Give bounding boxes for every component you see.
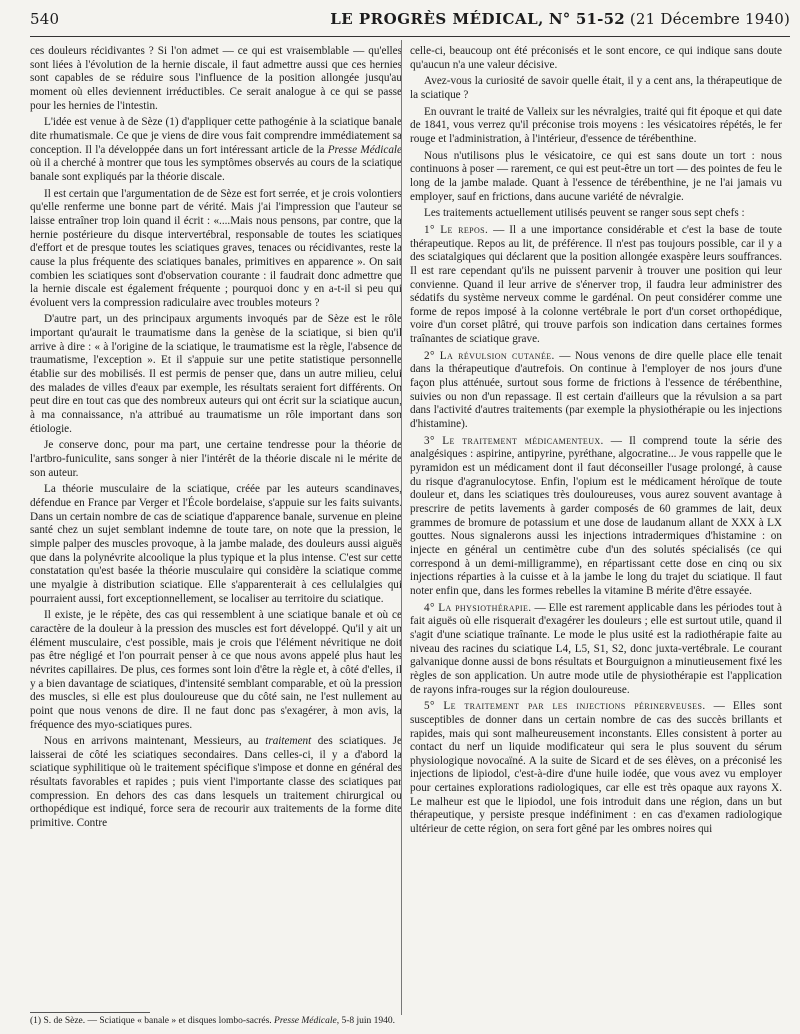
section-heading: 1° Le repos. [424,223,489,236]
issue-date: (21 Décembre 1940) [629,10,790,28]
footnote-journal: Presse Médicale [274,1016,337,1026]
paragraph: En ouvrant le traité de Valleix sur les névralgies, traité qui fit époque et qui date de 1841, vous verrez qu'il préconise trois moyens : les vésicatoires répétés, le fer rouge et l'administration, à l'intérieur, d'essence de térébenthine. [410,105,782,145]
page-number: 540 [30,10,60,28]
paragraph: L'idée est venue à de Sèze (1) d'appliquer cette pathogénie à la sciatique banale dite rhumatismale. Ce que je viens de dire vous fait comprendre immédiatement sa conception. Il l'a développée dans un fort intéressant article de la Presse Médicale où il a cherché à montrer que tous les symptômes observés au cours de la sciatique banale sont expliqués par la théorie discale. [30,116,402,183]
right-column [410,45,782,840]
footnote-rule [30,1012,150,1013]
paragraph: Avez-vous la curiosité de savoir quelle était, il y a cent ans, la thérapeutique de la sciatique ? [410,75,782,101]
paragraph: Il est certain que l'argumentation de de Sèze est fort serrée, et je crois volontiers qu'elle renferme une bonne part de vérité. Mais j'ai l'impression que l'auteur se laisse entraîner trop loin quand il écrit : «....Mais nous pensons, par contre, que la hernie postérieure du disque intervertébral, responsable de toutes les sciatiques d'effort et de presque toutes les sciatiques graves, tenaces ou récidivantes, reste la cause la plus fréquente des sciatiques banales, primitives en apparence ». On sait combien les sciatiques sont d'observation courante : il faudrait donc admettre que la hernie discale est également fréquente ; pourquoi donc y en a-t-il si peu qui évoluent vers la compression radiculaire avec troubles moteurs ? [30,187,402,309]
header-rule [30,36,790,37]
section-heading: 5° Le traitement par les injections périnerveuses. [424,700,706,713]
paragraph: Nous n'utilisons plus le vésicatoire, ce qui est sans doute un tort : nous continuons à poser — rarement, ce qui est peut-être un tort — des pointes de feu le long de la jambe malade. Quant à l'essence de térébenthine, je ne l'ai jamais vu employer, sauf en frictions, dans aucune variété de névralgie. [410,149,782,203]
section-heading: 3° Le traitement médicamenteux. [424,434,604,447]
section-injections: 5° Le traitement par les injections périnerveuses. — Elles sont susceptibles de donner dans un certain nombre de cas des succès brillants et rapides, mais qui sont malheureusement inconstants. Elles consistent à porter au contact du nerf un liquide modificateur qui sera le plus souvent du sérum physiologique novocaïné. A la suite de Sicard et de ses élèves, on a préconisé les injections de lipiodol, c'est-à-dire d'une huile iodée, que vous avez vu employer pour certaines explorations radiologiques, car elle est très opaque aux rayons X. Le malheur est que le lipiodol, une fois introduit dans une région, dans un but thérapeutique, y persiste presque indéfiniment : en cas d'examen radiologique ultérieur de cette région, on sera fort gêné par les ombres noires qui [410,700,782,836]
journal-title: LE PROGRÈS MÉDICAL, [330,10,544,28]
section-physiotherapie: 4° La physiothérapie. — Elle est rarement applicable dans les périodes tout à fait aiguës où elle risquerait d'exagérer les douleurs ; elle est surtout utile, quand il s'agit d'une sciatique traînante. Le mode le plus usité est la radiothérapie faite au niveau des racines du sciatique L4, L5, S1, S2, donc juxta-vertébrale. Le courant galvanique donne aussi de bons résultats et Bourguignon a minutieusement fixé les règles de son application. Un autre mode utile de physiothérapie est l'application de rayons infra-rouges sur la région douloureuse. [410,601,782,696]
issue-number: N° 51-52 [548,10,625,28]
section-heading: 2° La révulsion cutanée. [424,349,555,362]
paragraph: Je conserve donc, pour ma part, une certaine tendresse pour la théorie de l'artbro-funiculite, sans songer à nier l'intérêt de la théorie discale ni le mérite de son auteur. [30,439,402,479]
page-header [30,10,790,32]
section-revulsion: 2° La révulsion cutanée. — Nous venons de dire quelle place elle tenait dans la thérapeutique d'autrefois. On continue à l'employer de nos jours d'une façon plus atténuée, surtout sous forme de frictions à l'essence de térébenthine, suivies ou non d'un repassage. Il est certain d'ailleurs que la révulsion a sa part dans l'activité d'autres traitements (par exemple la physiothérapie ou les injections d'histamine). [410,349,782,431]
paragraph: Nous en arrivons maintenant, Messieurs, au traitement des sciatiques. Je laisserai de côté les sciatiques secondaires. Dans celles-ci, il y a d'abord la sciatique syphilitique où le traitement spécifique s'impose et donne en général des résultats favorables et rapides ; puis vient l'importante classe des sciatiques par compression. En dehors des cas dans lesquels un traitement chirurgical ou orthopédique est indiqué, force sera de recourir aux traitements de la forme dite primitive. Contre [30,735,402,830]
section-medicamenteux: 3° Le traitement médicamenteux. — Il comprend toute la série des analgésiques : aspirine, antipyrine, pyréthane, algocratine... Je vous rappelle que le pyramidon est un médicament dont il faut déconseiller l'usage prolongé, à cause du risque d'agranulocytose. Enfin, l'opium est le médicament héroïque de toute douleur et, dans les sciatiques très douloureuses, vous aurez souvent avantage à prescrire de petits lavements à garder composés de 60 grammes de lait, deux grammes de bromure de potassium et une dose de laudanum allant de XXX à LX gouttes. Nous signalerons aussi les injections intradermiques d'histamine : on injecte en général un centimètre cube d'un des solutés spécialisés (ce qui correspond à un demi-milligramme), en répartissant cette dose en cinq ou six injections réparties à la cuisse et à la jambe le long du trajet du sciatique. Il faut noter enfin que, dans les formes rebelles la vitamine B mérite d'être essayée. [410,434,783,597]
paragraph: ces douleurs récidivantes ? Si l'on admet — ce qui est vraisemblable — qu'elles sont liées à l'évolution de la hernie discale, il faut admettre aussi que ces hernies sont capables de se réduire sous l'influence de la position allongée jusqu'au moment où elles deviennent irréductibles. Ce serait analogue à ce qui se passe pour les hernies de l'intestin. [30,45,402,112]
left-column [30,45,402,834]
section-repos: 1° Le repos. — Il a une importance considérable et c'est la base de toute thérapeutique. Repos au lit, de préférence. Il n'est pas toujours possible, car il y a des sciatalgiques qui déclarent que la position allongée exaspère leurs souffrances. Il est rare cependant qu'ils ne puissent parvenir à trouver une position qui leur convienne. Quand il leur arrive de s'énerver trop, il faudra leur administrer des sédatifs du système nerveux comme le gardénal. On peut considérer comme une forme de repos imposé à la colonne vertébrale le port d'un corset orthopédique, voire d'un corset plâtré, qui trouve parfois son indication dans certaines formes traînantes de sciatique grave. [410,223,782,346]
journal-citation: Presse Médicale [327,143,402,156]
paragraph: La théorie musculaire de la sciatique, créée par les auteurs scandinaves, défendue en France par Verger et l'École bordelaise, s'appuie sur les faits suivants. Dans un certain nombre de cas de sciatique d'apparence banale, survenue en pleine santé chez un sujet semblant indemne de toute tare, on note que la pression, le simple palper des muscles provoque, à la jambe malade, des douleurs aussi aiguës que dans la polynévrite alcoolique la plus typique et la plus intense. C'est sur cette constatation qu'est basée la théorie musculaire qui considère la sciatique comme une myalgie à distribution sciatique. Elle s'apparenterait à ces cellulalgies qui pourraient aussi, fort exceptionnellement, se localiser au territoire du sciatique. [30,483,402,605]
section-heading: 4° La physiothérapie. [424,601,532,614]
paragraph: Il existe, je le répète, des cas qui ressemblent à une sciatique banale et où ce caractère de la douleur à la pression des muscles est fort développé. Qu'il y ait un élément musculaire, c'est possible, mais je crois que l'élément névritique ne doit pas être négligé et l'on pourrait penser à ce que nous avons appelé plus haut les névrites capillaires. De plus, ces formes sont loin d'être la règle et, à côté d'elles, il y a bien davantage de sciatiques, d'intensité semblant comparable, et où la pression des muscles, si elle est plus douloureuse que du côté sain, ne l'est nullement au point que nous venons de dire. Il ne faut donc pas s'exagérer, à mon avis, la fréquence des myo-sciatiques pures. [30,609,402,731]
column-divider [401,40,402,1015]
footnote: (1) S. de Sèze. — Sciatique « banale » et disques lombo-sacrés. Presse Médicale, 5-8 juin 1940. [30,1016,396,1026]
emphasis: traitement [265,735,312,748]
paragraph: celle-ci, beaucoup ont été préconisés et le sont encore, ce qui indique sans doute qu'aucun n'a une valeur décisive. [410,45,782,71]
paragraph: Les traitements actuellement utilisés peuvent se ranger sous sept chefs : [424,207,745,220]
paragraph: D'autre part, un des principaux arguments invoqués par de Sèze est le rôle important qu'aurait le traumatisme dans la genèse de la sciatique, si bien qu'il arrive à dire : « à l'origine de la sciatique, le traumatisme est la règle, l'absence de traumatisme, l'exception ». Et il s'appuie sur une petite statistique personnelle établie sur des mobilisés. Il est permis de penser que, dans un autre milieu, celui des malades de villes d'eaux par exemple, les résultats seraient fort différents. On peut dire en tout cas que des nombreux auteurs qui ont écrit sur la sciatique aucun, à ma connaissance, n'a attribué au traumatisme un rôle important dans son étiologie. [30,313,402,435]
